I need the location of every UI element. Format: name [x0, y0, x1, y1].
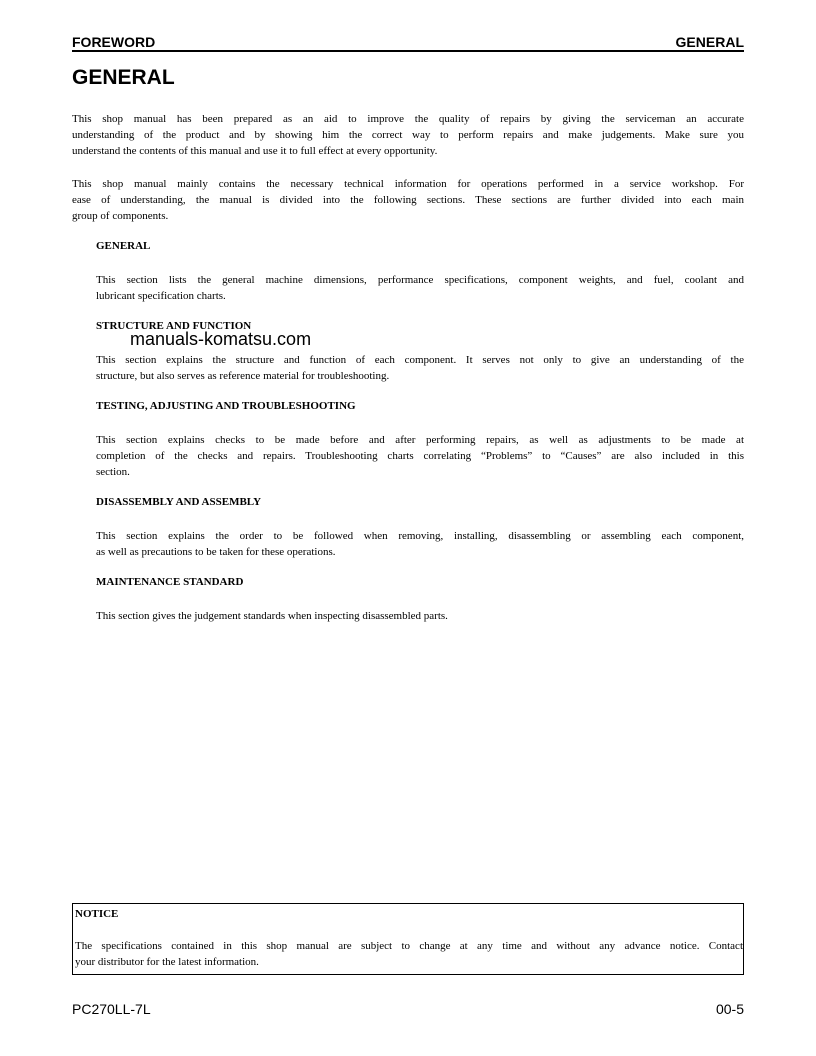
section-heading-testing: TESTING, ADJUSTING AND TROUBLESHOOTING	[96, 400, 356, 412]
section-body-disassembly	[96, 528, 744, 560]
text-line: ease of understanding, the manual is divided into the following sections. These sections are further divided into each main	[72, 194, 744, 206]
section-heading-maintenance: MAINTENANCE STANDARD	[96, 576, 244, 588]
text-line: This section explains the order to be followed when removing, installing, disassembling or assembling each component,	[96, 530, 744, 542]
text-line: This section explains checks to be made before and after performing repairs, as well as adjustments to be made at	[96, 434, 744, 446]
text-line: The specifications contained in this shop manual are subject to change at any time and without any advance notice. Contact	[75, 940, 743, 952]
header-section-label: FOREWORD	[72, 34, 156, 50]
section-body-structure	[96, 352, 744, 384]
text-line: This shop manual has been prepared as an aid to improve the quality of repairs by giving the serviceman an accurate	[72, 113, 744, 125]
intro-paragraph-2	[72, 176, 744, 224]
text-line: as well as precautions to be taken for these operations.	[96, 546, 336, 558]
header-rule	[72, 50, 744, 52]
text-line: This section gives the judgement standards when inspecting disassembled parts.	[96, 610, 448, 622]
section-body-maintenance	[96, 608, 744, 624]
text-line: section.	[96, 466, 130, 478]
page-title: GENERAL	[72, 66, 175, 89]
notice-box	[72, 903, 744, 975]
text-line: This section explains the structure and function of each component. It serves not only to give an understanding of the	[96, 354, 744, 366]
header-chapter-label: GENERAL	[675, 34, 744, 50]
section-heading-general: GENERAL	[96, 240, 151, 252]
text-line: understand the contents of this manual and use it to full effect at every opportunity.	[72, 145, 438, 157]
section-body-general	[96, 272, 744, 304]
section-heading-disassembly: DISASSEMBLY AND ASSEMBLY	[96, 496, 262, 508]
text-line: lubricant specification charts.	[96, 290, 226, 302]
section-body-testing	[96, 432, 744, 480]
footer-page-number: 00-5	[715, 1001, 744, 1017]
section-heading-structure: STRUCTURE AND FUNCTION	[96, 320, 252, 332]
text-line: completion of the checks and repairs. Troubleshooting charts correlating “Problems” to “Causes” are also included in this	[96, 450, 744, 462]
text-line: This shop manual mainly contains the necessary technical information for operations performed in a service workshop. For	[72, 178, 744, 190]
text-line: This section lists the general machine dimensions, performance specifications, component weights, and fuel, coolant and	[96, 274, 744, 286]
notice-title: NOTICE	[75, 908, 119, 920]
intro-paragraph-1	[72, 111, 744, 159]
text-line: group of components.	[72, 210, 169, 222]
footer-model: PC270LL-7L	[72, 1001, 151, 1017]
text-line: structure, but also serves as reference material for troubleshooting.	[96, 370, 390, 382]
notice-body	[75, 938, 743, 970]
text-line: understanding of the product and by showing him the correct way to perform repairs and make judgements. Make sure you	[72, 129, 744, 141]
text-line: your distributor for the latest information.	[75, 956, 259, 968]
watermark: manuals-komatsu.com	[130, 329, 312, 349]
